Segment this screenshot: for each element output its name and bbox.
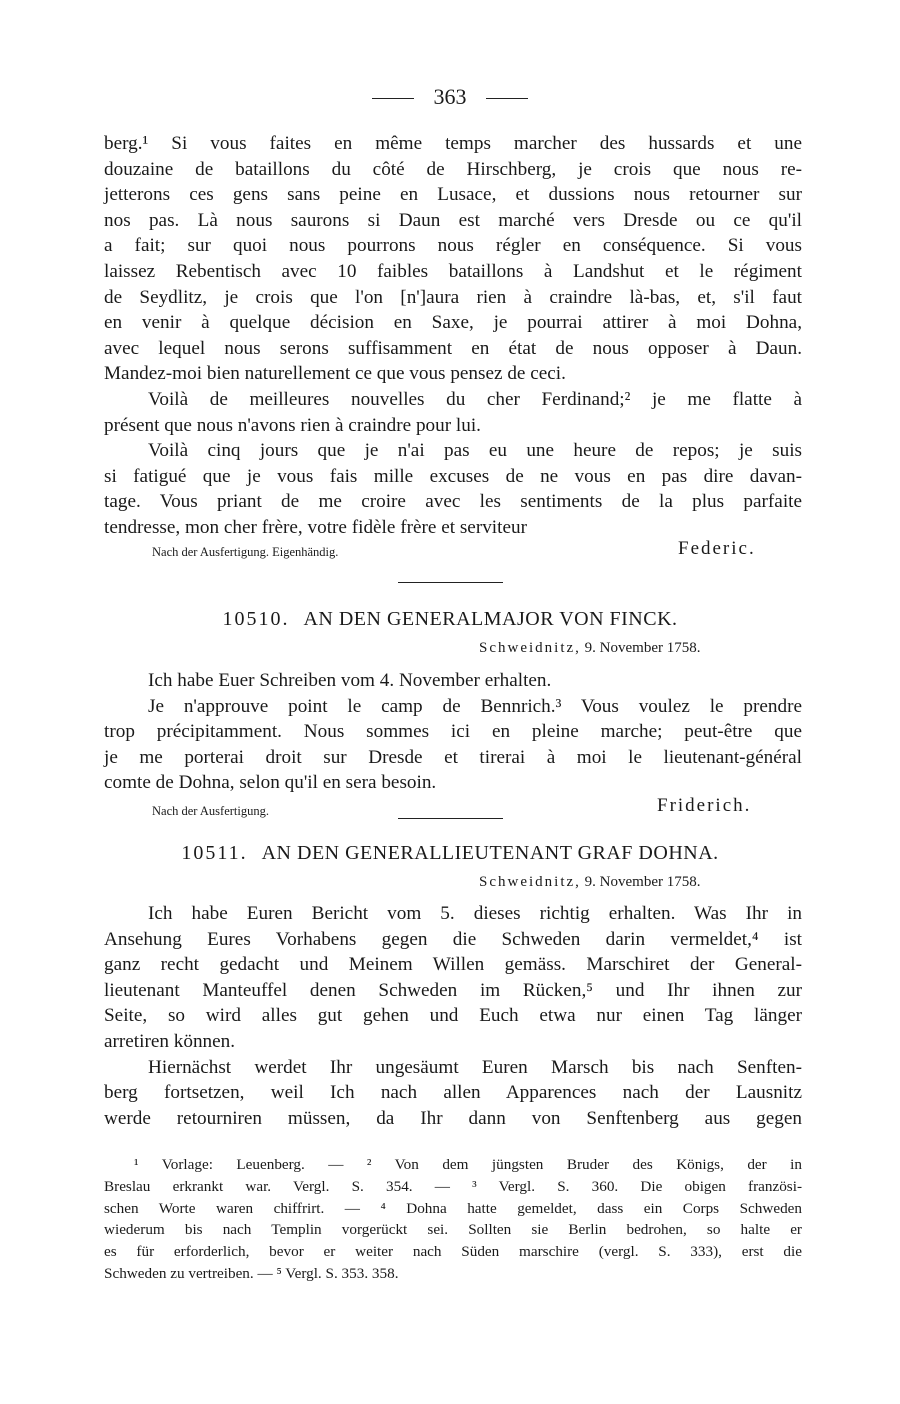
text-line: présent que nous n'avons rien à craindre pour lui.	[104, 414, 481, 436]
letter-10510-body	[104, 668, 802, 796]
dateline-place: Schweidnitz,	[479, 874, 581, 890]
text-line: Mandez-moi bien naturellement ce que vous pensez de ceci.	[104, 363, 566, 385]
footnotes	[104, 1154, 802, 1285]
text-line: Voilà cinq jours que je n'ai pas eu une heure de repos; je suis	[148, 440, 802, 462]
text-line: Hiernächst werdet Ihr ungesäumt Euren Marsch bis nach Senften-	[148, 1056, 802, 1078]
text-line: berg.¹ Si vous faites en même temps marcher des hussards et une	[104, 133, 802, 154]
footnote-line: Schweden zu vertreiben. — ⁵ Vergl. S. 353. 358.	[104, 1264, 399, 1282]
letter-title: AN DEN GENERALLIEUTENANT GRAF DOHNA.	[261, 842, 719, 864]
text-line: trop précipitamment. Nous sommes ici en pleine marche; peut-être que	[104, 721, 802, 743]
footnote-line: Breslau erkrankt war. Vergl. S. 354. — ³ Vergl. S. 360. Die obigen französi-	[104, 1177, 802, 1195]
text-line: berg fortsetzen, weil Ich nach allen Apparences nach der Lausnitz	[104, 1082, 802, 1104]
signature: Federic.	[678, 538, 756, 559]
text-line: Je n'approuve point le camp de Bennrich.³ Vous voulez le prendre	[148, 695, 802, 717]
dateline	[479, 874, 700, 891]
text-line: a fait; sur quoi nous pourrons nous régler en conséquence. Si vous	[104, 235, 802, 257]
text-line: avec lequel nous serons suffisamment en état de nous opposer à Daun.	[104, 337, 802, 359]
letter-10511-body	[104, 901, 802, 1131]
letter-title: AN DEN GENERALMAJOR VON FINCK.	[303, 608, 678, 630]
text-line: Ich habe Euer Schreiben vom 4. November erhalten.	[148, 670, 552, 691]
section-divider	[398, 582, 503, 583]
dateline-date: 9. November 1758.	[584, 874, 701, 890]
source-note: Nach der Ausfertigung. Eigenhändig.	[152, 545, 339, 559]
header-dash-right	[486, 98, 528, 99]
text-line: Voilà de meilleures nouvelles du cher Ferdinand;² je me flatte à	[148, 388, 802, 410]
page-header	[0, 84, 900, 110]
letter-heading	[0, 842, 900, 865]
page-number: 363	[433, 84, 467, 109]
dateline-place: Schweidnitz,	[479, 640, 581, 656]
text-line: douzaine de bataillons du côté de Hirschberg, je crois que nous re-	[104, 158, 802, 180]
text-line: laissez Rebentisch avec 10 faibles bataillons à Landshut et le régiment	[104, 260, 802, 282]
text-line: ganz recht gedacht und Meinem Willen gemäss. Marschiret der General-	[104, 954, 802, 976]
section-divider	[398, 818, 503, 819]
text-line: tendresse, mon cher frère, votre fidèle frère et serviteur	[104, 516, 527, 538]
dateline	[479, 640, 700, 657]
letter-heading	[0, 608, 900, 631]
signature: Friderich.	[657, 795, 752, 816]
letter-number: 10511.	[181, 842, 248, 864]
text-line: Seite, so wird alles gut gehen und Euch etwa nur einen Tag länger	[104, 1005, 802, 1027]
text-line: nos pas. Là nous saurons si Daun est marché vers Dresde ou ce qu'il	[104, 209, 802, 231]
text-line: si fatigué que je vous fais mille excuses de ne vous en pas dire davan-	[104, 465, 802, 487]
text-line: werde retourniren müssen, da Ihr dann von Senftenberg aus gegen	[104, 1107, 802, 1129]
text-line: Ich habe Euren Bericht vom 5. dieses richtig erhalten. Was Ihr in	[148, 903, 802, 924]
text-line: lieutenant Manteuffel denen Schweden im Rücken,⁵ und Ihr ihnen zur	[104, 979, 802, 1001]
footnote-line: es für erforderlich, bevor er weiter nach Süden marschire (vergl. S. 333), erst die	[104, 1243, 802, 1261]
text-line: de Seydlitz, je crois que l'on [n']aura rien à craindre là-bas, et, s'il faut	[104, 286, 802, 308]
source-note: Nach der Ausfertigung.	[152, 804, 269, 818]
text-line: jetterons ces gens sans peine en Lusace, et dussions nous retourner sur	[104, 184, 802, 206]
text-line: tage. Vous priant de me croire avec les sentiments de la plus parfaite	[104, 491, 802, 513]
footnote-line: wiederum bis nach Templin vorgerückt sei. Sollten sie Berlin bedrohen, so halte er	[104, 1221, 802, 1239]
text-line: en venir à quelque décision en Saxe, je pourrai attirer à moi Dohna,	[104, 312, 802, 334]
dateline-date: 9. November 1758.	[584, 640, 701, 656]
text-line: je me porterai droit sur Dresde et tirerai à moi le lieutenant-général	[104, 746, 802, 768]
header-dash-left	[372, 98, 414, 99]
footnote-line: schen Worte waren chiffrirt. — ⁴ Dohna hatte gemeldet, dass ein Corps Schweden	[104, 1199, 802, 1217]
footnote-line: ¹ Vorlage: Leuenberg. — ² Von dem jüngsten Bruder des Königs, der in	[134, 1156, 802, 1173]
text-line: comte de Dohna, selon qu'il en sera besoin.	[104, 772, 437, 794]
letter-prev-body	[104, 131, 802, 541]
text-line: Ansehung Eures Vorhabens gegen die Schweden darin vermeldet,⁴ ist	[104, 928, 802, 950]
text-line: arretiren können.	[104, 1030, 236, 1052]
letter-number: 10510.	[222, 608, 290, 630]
